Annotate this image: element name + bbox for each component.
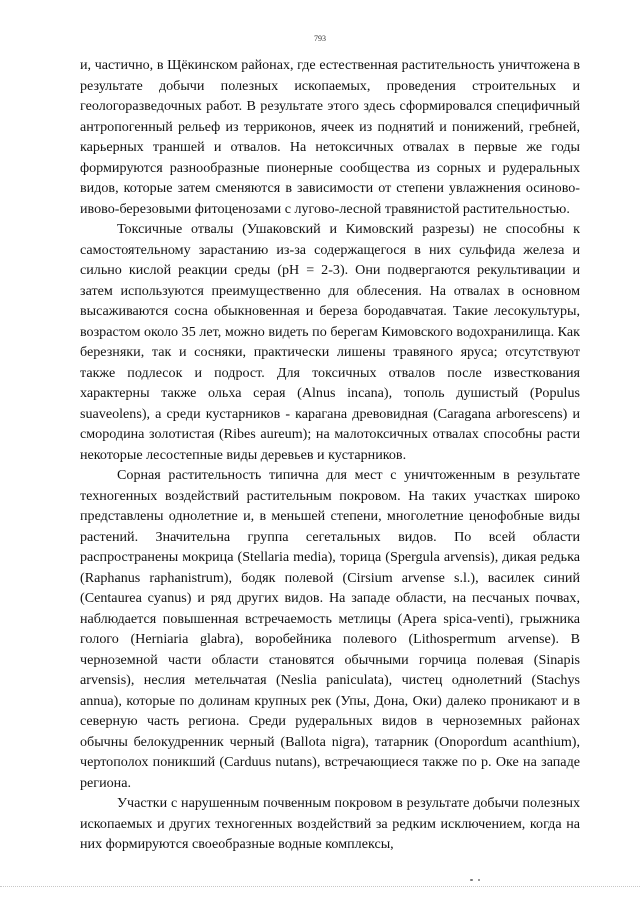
- scan-edge-line: [0, 886, 640, 888]
- paragraph-3: Сорная растительность типична для мест с уничтоженным в результате техногенных воздействий растительным покровом. На таких участках широко представлены однолетние и, в меньшей степени, многолетние ценофобные виды растений. Значительна группа сегетальных видов. По всей области распространены мокрица (Stellaria media), торица (Spergula arvensis), дикая редька (Raphanus raphanistrum), бодяк полевой (Cirsium arvense s.l.), василек синий (Centaurea cyanus) и ряд других видов. На западе области, на песчаных почвах, наблюдается повышенная встречаемость метлицы (Apera spica-venti), грыжника голого (Herniaria glabra), воробейника полевого (Lithospermum arvense). В черноземной части области становятся обычными горчица полевая (Sinapis arvensis), неслия метельчатая (Neslia paniculata), чистец однолетний (Stachys annua), которые по долинам крупных рек (Упы, Дона, Оки) далеко проникают и в северную часть региона. Среди рудеральных видов в черноземных районах обычны белокудренник черный (Ballota nigra), татарник (Onopordum acanthium), чертополох поникший (Carduus nutans), встречающиеся также по р. Оке на западе региона.: [80, 467, 580, 791]
- paragraph-4: Участки с нарушенным почвенным покровом в результате добычи полезных ископаемых и других техногенных воздействий за редким исключением, когда на них формируются своеобразные водные комплексы,: [80, 795, 580, 852]
- paragraph-1: и, частично, в Щёкинском районах, где естественная растительность уничтожена в результате добычи полезных ископаемых, проведения строительных и геологоразведочных работ. В результате этого здесь сформировался специфичный антропогенный рельеф из терриконов, ячеек из поднятий и понижений, гребней, карьерных траншей и отвалов. На нетоксичных отвалах в первые же годы формируются разнообразные пионерные сообщества из сорных и рудеральных видов, которые затем сменяются в зависимости от степени увлажнения осиново-ивово-березовыми фитоценозами с лугово-лесной травянистой растительностью.: [80, 57, 580, 217]
- text-body: [80, 55, 580, 855]
- page-number: 793: [314, 34, 326, 43]
- paragraph-2: Токсичные отвалы (Ушаковский и Кимовский разрезы) не способны к самостоятельному зарастанию из-за содержащегося в них сульфида железа и сильно кислой реакции среды (pH = 2-3). Они подвергаются рекультивации и затем используются преимущественно для облесения. На отвалах в основном высаживаются сосна обыкновенная и береза бородавчатая. Такие лесокультуры, возрастом около 35 лет, можно видеть по берегам Кимовского водохранилища. Как березняки, так и сосняки, практически лишены травяного яруса; отсутствуют также подлесок и подрост. Для токсичных отвалов после известкования характерны также ольха серая (Alnus incana), тополь душистый (Populus suaveolens), а среди кустарников - карагана древовидная (Caragana arborescens) и смородина золотистая (Ribes aureum); на малотоксичных отвалах способны расти некоторые лесостепные виды деревьев и кустарников.: [80, 221, 580, 463]
- scan-artifact-mark: [470, 879, 473, 881]
- scan-artifact-mark: [478, 879, 480, 881]
